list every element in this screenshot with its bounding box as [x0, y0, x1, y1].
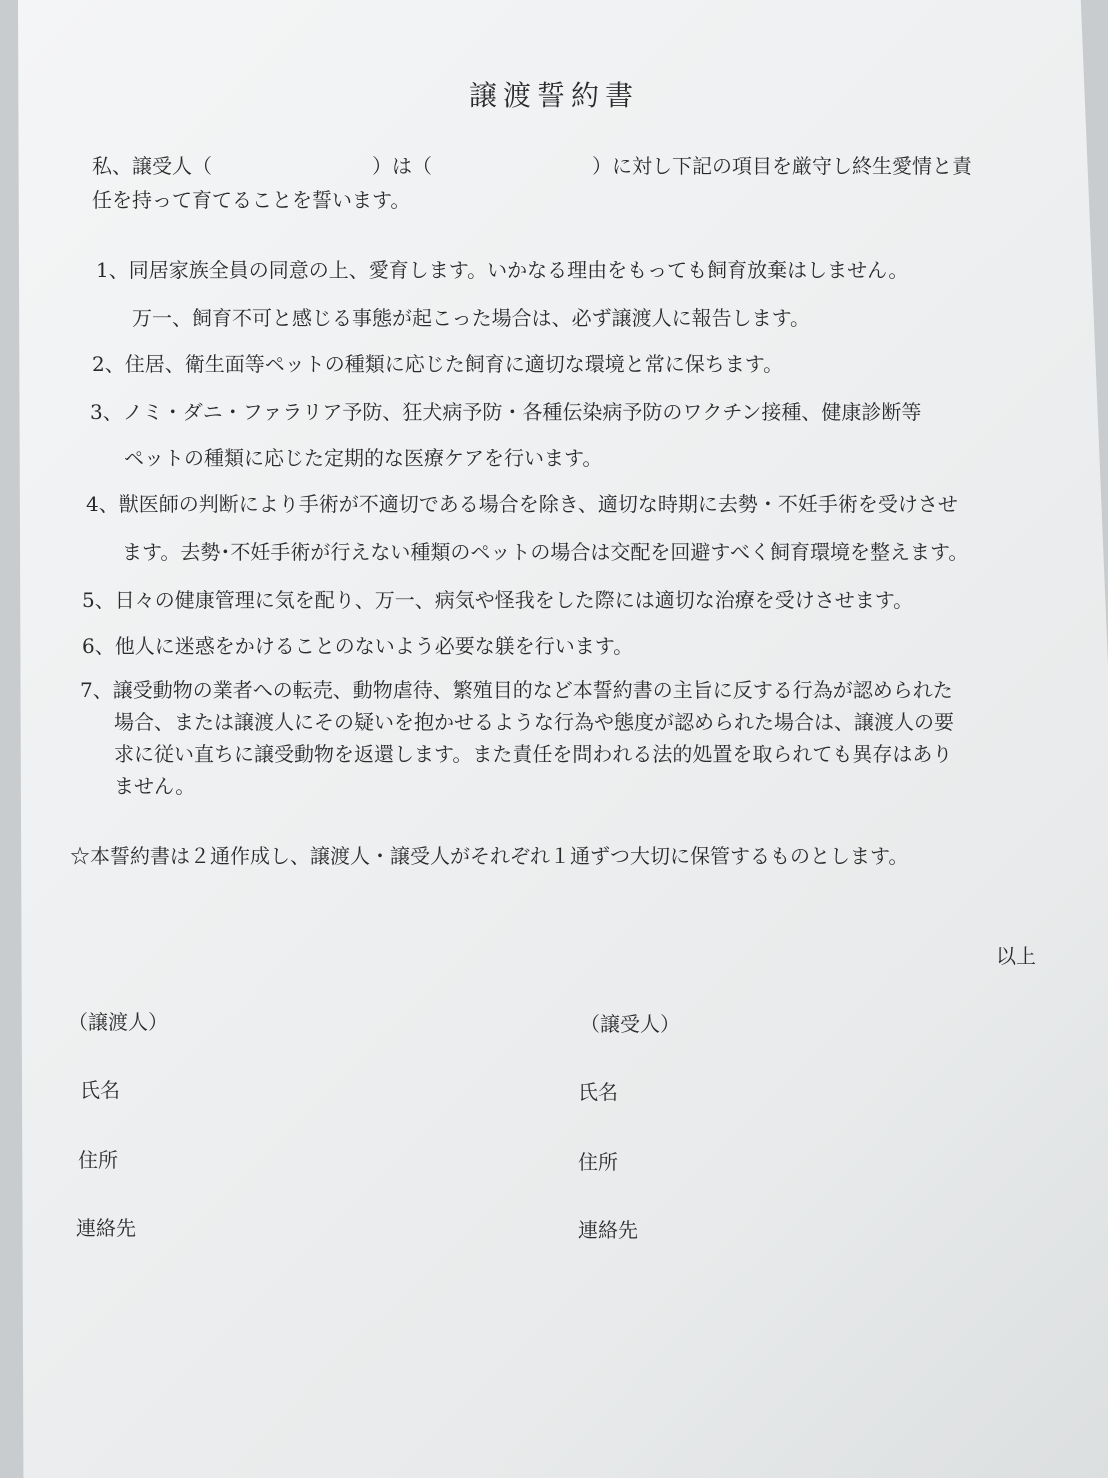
- item-3: 3、ノミ・ダニ・ファラリア予防、狂犬病予防・各種伝染病予防のワクチン接種、健康診断等: [90, 400, 922, 424]
- item-4: 4、獣医師の判断により手術が不適切である場合を除き、適切な時期に去勢・不妊手術を受けさせ: [86, 492, 958, 516]
- intro-text-3: ）に対し下記の項目を厳守し終生愛情と責: [592, 154, 972, 178]
- item-6: 6、他人に迷惑をかけることのないよう必要な躾を行います。: [82, 634, 634, 658]
- transferee-address-label: 住所: [578, 1150, 618, 1174]
- note: ☆本誓約書は２通作成し、譲渡人・譲受人がそれぞれ１通ずつ大切に保管するものとします。: [70, 844, 909, 868]
- item-1: 1、同居家族全員の同意の上、愛育します。いかなる理由をもっても飼育放棄はしません。: [96, 258, 909, 282]
- item-7-cont-1: 場合、または譲渡人にその疑いを抱かせるような行為や態度が認められた場合は、譲渡人の要: [114, 710, 954, 734]
- transferee-heading: （譲受人）: [580, 1012, 680, 1036]
- transferor-name-label: 氏名: [80, 1078, 120, 1102]
- item-7: 7、譲受動物の業者への転売、動物虐待、繁殖目的など本誓約書の主旨に反する行為が認められた: [80, 678, 953, 702]
- item-5: 5、日々の健康管理に気を配り、万一、病気や怪我をした際には適切な治療を受けさせます。: [82, 588, 914, 612]
- item-2: 2、住居、衛生面等ペットの種類に応じた飼育に適切な環境と常に保ちます。: [92, 352, 784, 376]
- item-7-cont-3: ません。: [114, 774, 196, 798]
- intro-text-1: 私、譲受人（: [92, 154, 212, 178]
- item-4-cont: ます。去勢･不妊手術が行えない種類のペットの場合は交配を回避すべく飼育環境を整えます。: [122, 540, 969, 564]
- intro-line-2: 任を持って育てることを誓います。: [92, 188, 411, 212]
- transferee-name-label: 氏名: [578, 1080, 618, 1104]
- item-7-cont-2: 求に従い直ちに譲受動物を返還します。また責任を問われる法的処置を取られても異存はあり: [114, 742, 953, 766]
- item-3-cont: ペットの種類に応じた定期的な医療ケアを行います。: [124, 446, 603, 470]
- transferor-address-label: 住所: [78, 1148, 118, 1172]
- document-title: 譲渡誓約書: [468, 79, 639, 112]
- intro-text-2: ）は（: [372, 154, 432, 178]
- transferor-heading: （譲渡人）: [68, 1010, 168, 1034]
- intro-line-1: [92, 150, 972, 179]
- transferee-contact-label: 連絡先: [578, 1218, 638, 1242]
- closing: 以上: [996, 944, 1036, 968]
- transferor-contact-label: 連絡先: [76, 1216, 136, 1240]
- item-1-cont: 万一、飼育不可と感じる事態が起こった場合は、必ず譲渡人に報告します。: [132, 306, 810, 330]
